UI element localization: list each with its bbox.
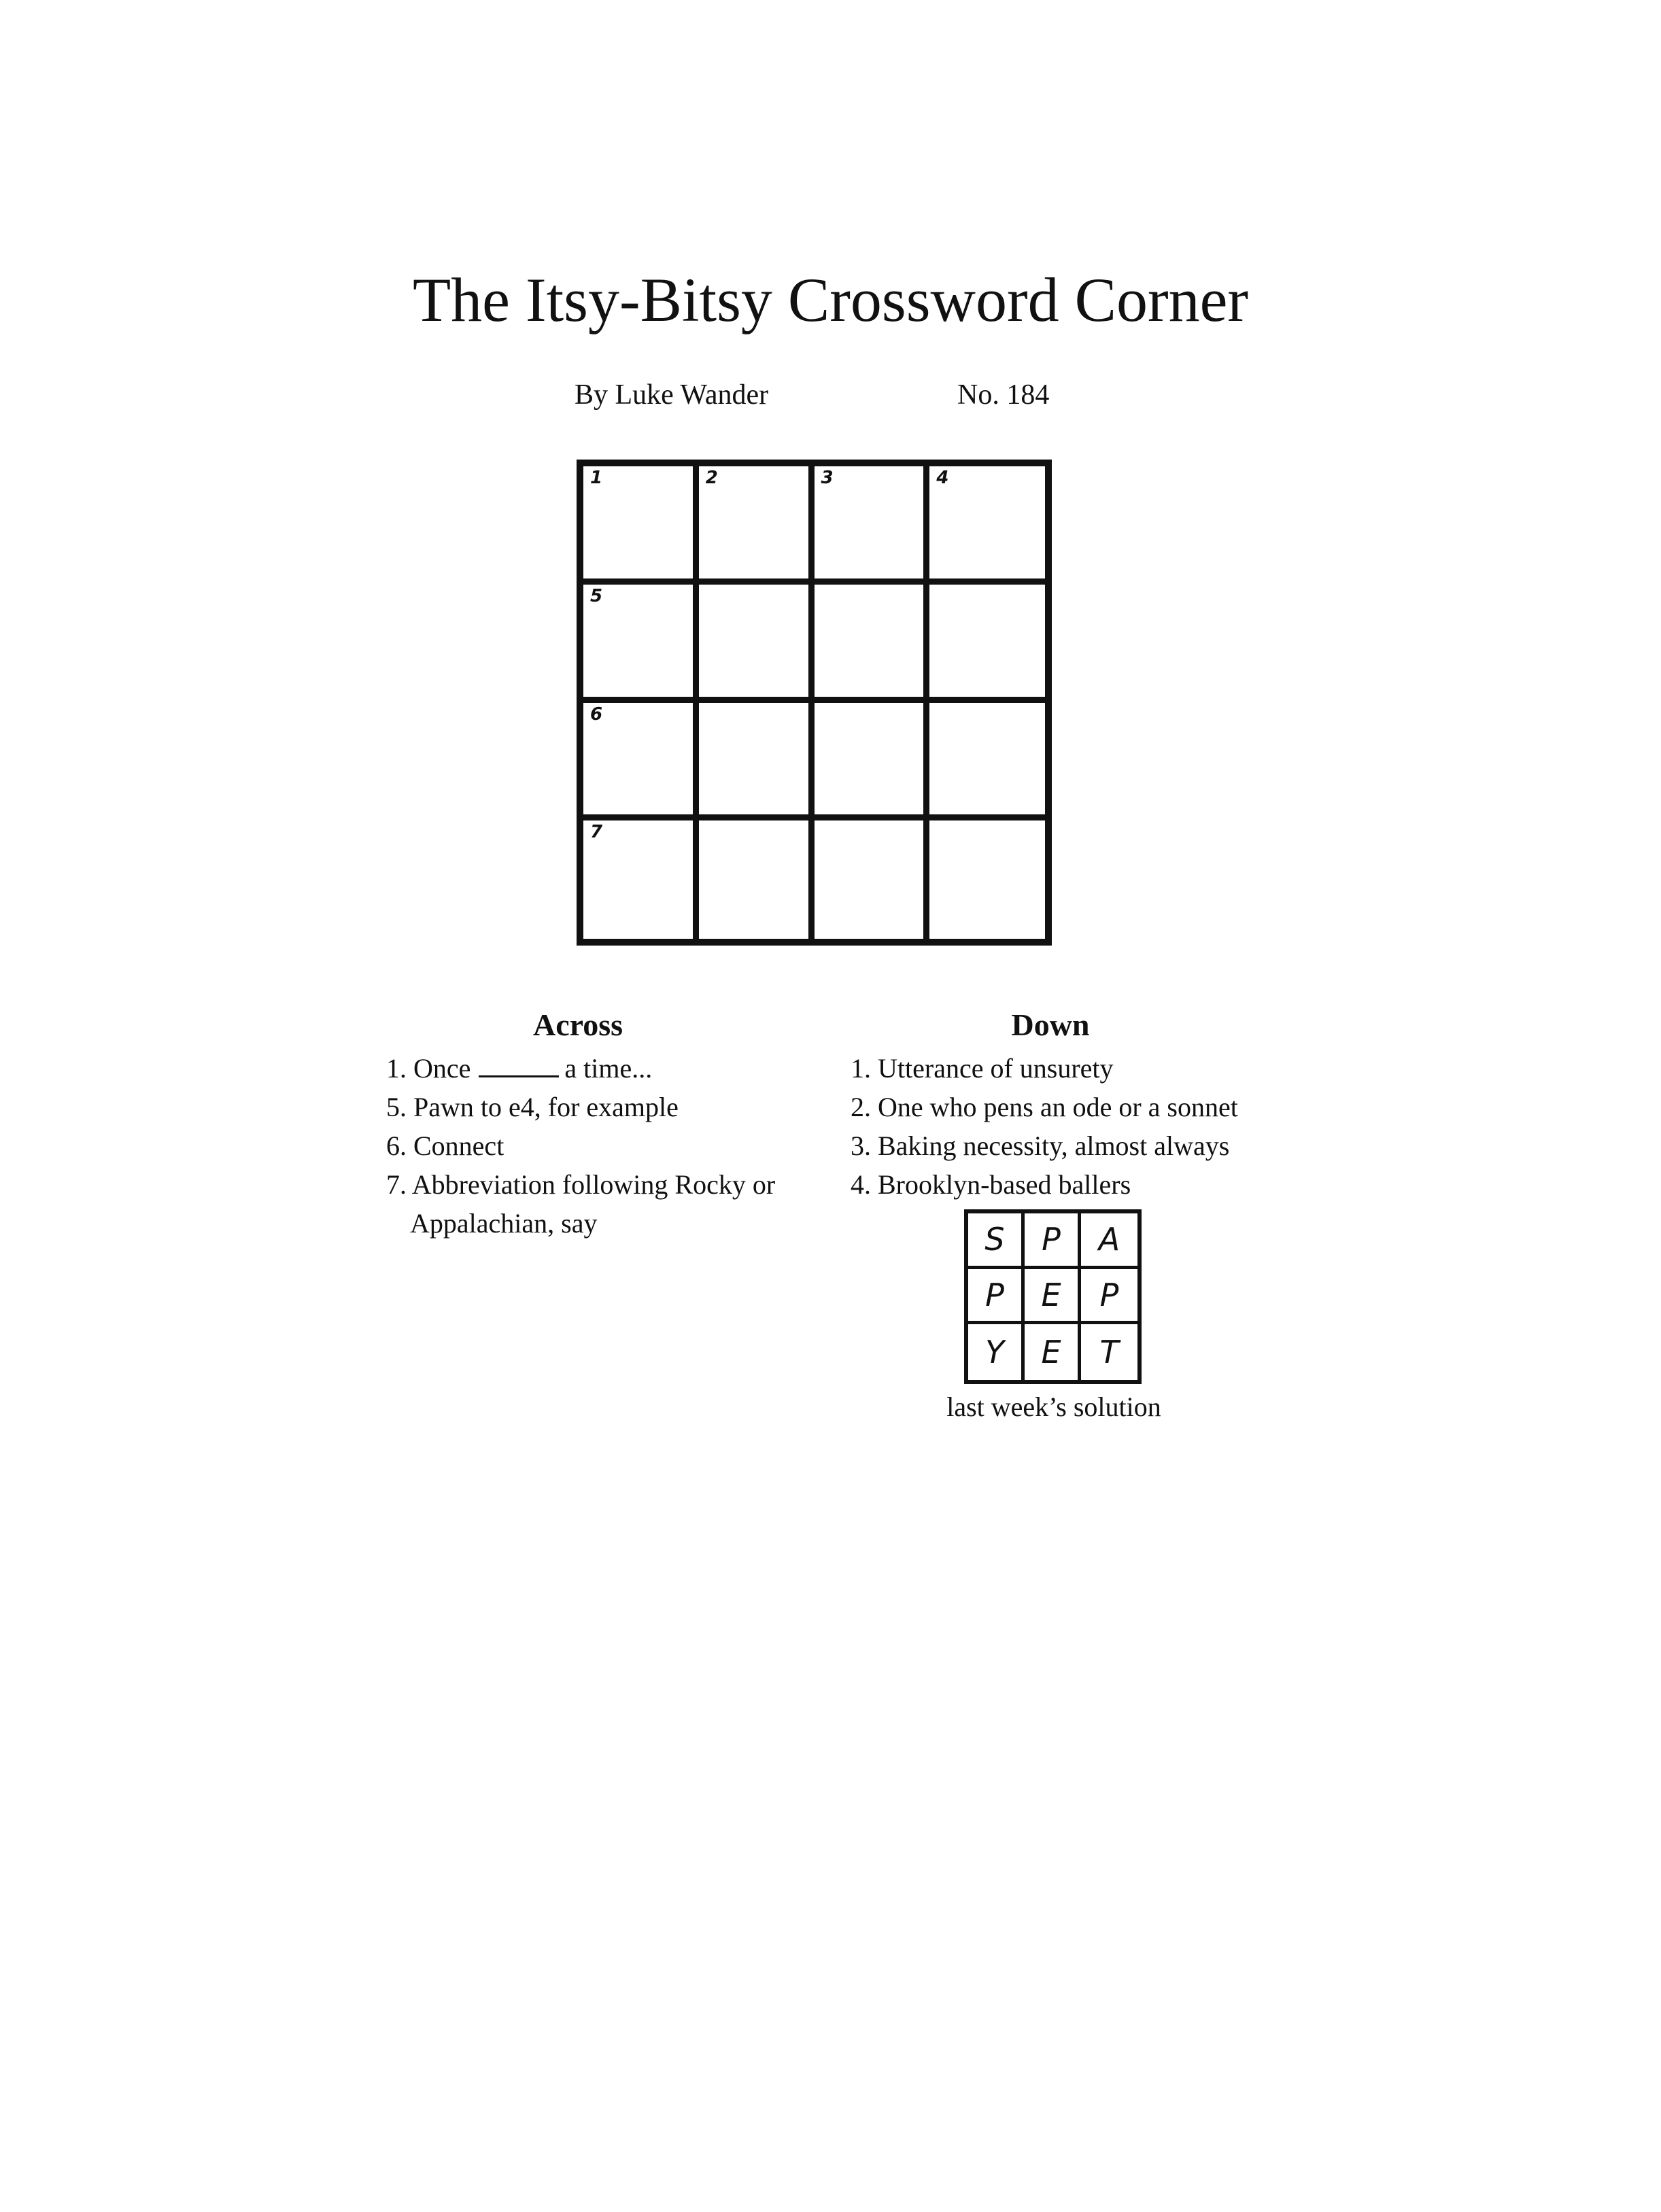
puzzle-number: No. 184 — [957, 379, 1050, 411]
across-heading: Across — [532, 1007, 623, 1042]
down-clue: 3. Baking necessity, almost always — [851, 1130, 1230, 1161]
cell-number: 2 — [705, 468, 718, 488]
grid-cell[interactable] — [699, 820, 815, 939]
across-clue: 7. Abbreviation following Rocky or Appalachian, say — [386, 1169, 776, 1239]
grid-cell[interactable] — [929, 703, 1045, 821]
cell-number: 6 — [590, 704, 603, 725]
solution-cell: E — [1025, 1269, 1081, 1325]
solution-cell: E — [1025, 1324, 1081, 1380]
grid-cell[interactable] — [583, 820, 699, 939]
grid-cell[interactable] — [699, 703, 815, 821]
cell-number: 7 — [590, 822, 603, 843]
last-week-solution-grid — [964, 1209, 1142, 1384]
across-clue-list — [386, 1049, 808, 1243]
solution-cell: T — [1099, 1334, 1119, 1371]
grid-cell[interactable] — [815, 466, 930, 585]
grid-cell[interactable] — [929, 466, 1045, 585]
grid-cell[interactable] — [583, 585, 699, 703]
clue-text: a time... — [564, 1053, 653, 1084]
solution-cell: P — [968, 1269, 1025, 1325]
grid-cell[interactable] — [929, 585, 1045, 703]
grid-cell[interactable] — [699, 585, 815, 703]
down-heading: Down — [1011, 1007, 1090, 1042]
across-clue: 5. Pawn to e4, for example — [386, 1092, 679, 1122]
grid-cell[interactable] — [583, 703, 699, 821]
solution-cell: A — [1081, 1213, 1137, 1269]
solution-cell: P — [1081, 1269, 1137, 1325]
fill-in-blank — [479, 1075, 559, 1077]
cell-number: 4 — [936, 468, 949, 488]
grid-cell[interactable] — [815, 820, 930, 939]
grid-cell[interactable] — [815, 585, 930, 703]
solution-caption: last week’s solution — [946, 1392, 1161, 1422]
solution-cell: P — [1025, 1213, 1081, 1269]
author-byline: By Luke Wander — [575, 379, 769, 411]
down-clue: 4. Brooklyn-based ballers — [851, 1169, 1131, 1200]
across-clue — [386, 1049, 808, 1088]
grid-cell[interactable] — [929, 820, 1045, 939]
crossword-grid — [577, 460, 1052, 946]
grid-cell[interactable] — [815, 703, 930, 821]
puzzle-title: The Itsy-Bitsy Crossword Corner — [412, 265, 1249, 334]
cell-number: 3 — [821, 468, 834, 488]
down-clue-list — [851, 1049, 1326, 1204]
down-clue: 2. One who pens an ode or a sonnet — [851, 1092, 1238, 1122]
down-clue: 1. Utterance of unsurety — [851, 1053, 1114, 1084]
grid-cell[interactable] — [699, 466, 815, 585]
solution-cell: Y — [968, 1324, 1025, 1380]
cell-number: 1 — [590, 468, 603, 488]
across-clue: 6. Connect — [386, 1130, 504, 1161]
solution-cell: S — [968, 1213, 1025, 1269]
clue-text: 1. Once — [386, 1053, 471, 1084]
cell-number: 5 — [590, 585, 603, 606]
grid-cell[interactable] — [583, 466, 699, 585]
